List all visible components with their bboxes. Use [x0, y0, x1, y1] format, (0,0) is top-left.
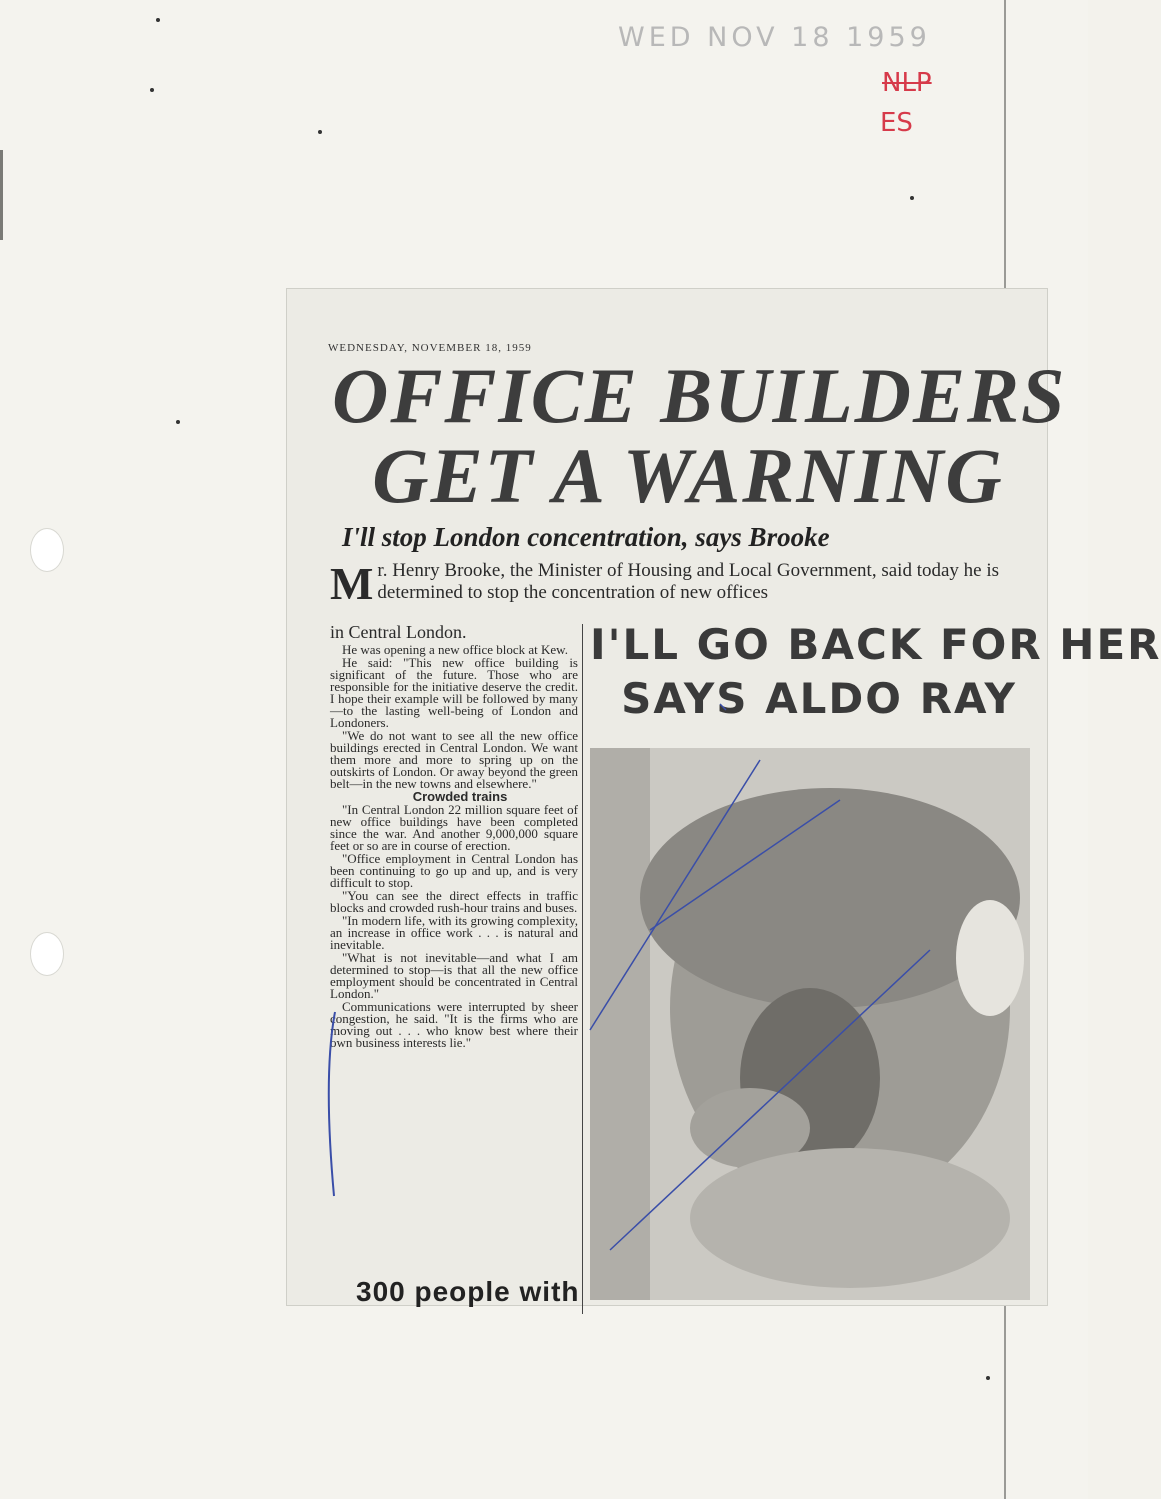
article-paragraph: "We do not want to see all the new office buildings erected in Central London. We want them more and more to spring up on the outskirts of London. Or away beyond the green belt—in the new towns and elsewhere." [330, 728, 578, 791]
subheadline: I'll stop London concentration, says Brooke [342, 522, 830, 552]
news-photo [590, 748, 1030, 1300]
page-edge-left [0, 150, 3, 240]
article-paragraph: "Office employment in Central London has been continuing to go up and up, and is very difficult to stop. [330, 851, 578, 890]
lead-paragraph [330, 558, 1046, 609]
article-paragraph: He said: "This new office building is significant of the future. Those who are responsible for the initiative deserve the credit. I hope their example will be followed by many—to the lasting well-being of London and Londoners. [330, 655, 578, 730]
punch-hole [30, 932, 64, 976]
handwritten-code: ES [880, 108, 913, 138]
lead-text: r. Henry Brooke, the Minister of Housing and Local Government, said today he is determined to stop the concentration of new offices [377, 560, 1000, 603]
speck [150, 88, 154, 92]
article-paragraph: "In modern life, with its growing complexity, an increase in office work . . . is natural and inevitable. [330, 913, 578, 952]
article-paragraph: "You can see the direct effects in traffic blocks and crowded rush-hour trains and buses. [330, 888, 578, 915]
portrait-sketch [590, 748, 1030, 1300]
handwritten-date: WED NOV 18 1959 [618, 22, 931, 53]
main-headline [332, 352, 1067, 519]
article-column [330, 622, 578, 1050]
next-article-headline: 300 people with [356, 1276, 580, 1307]
speck [176, 420, 180, 424]
article-paragraph: "What is not inevitable—and what I am determined to stop—is that all the new office employment should be concentrated in Central London." [330, 950, 578, 1001]
drop-cap: M [330, 558, 374, 609]
speck [986, 1376, 990, 1380]
headline-line: GET A WARNING [372, 432, 1004, 519]
aldo-ray-headline [590, 618, 1161, 726]
article-paragraph: "In Central London 22 million square feet of new office buildings have been completed since the war. And another 9,000,000 square feet or so are in course of erection. [330, 802, 578, 853]
speck [156, 18, 160, 22]
headline-line: OFFICE BUILDERS [332, 352, 1067, 439]
article-paragraph: He was opening a new office block at Kew. [342, 642, 568, 657]
headline-line: I'LL GO BACK FOR HER [590, 620, 1161, 669]
column-rule [582, 624, 583, 1314]
crosshead: Crowded trains [412, 789, 508, 804]
column-first-line: in Central London. [330, 622, 467, 642]
article-paragraph: Communications were interrupted by sheer congestion, he said. "It is the firms who are moving out . . . who know best where their own business interests lie." [330, 999, 578, 1050]
headline-line: SAYS ALDO RAY [621, 674, 1017, 723]
clipping-dateline: WEDNESDAY, NOVEMBER 18, 1959 [328, 342, 532, 354]
speck [318, 130, 322, 134]
speck [910, 196, 914, 200]
handwritten-code-crossed: NLP [882, 68, 932, 98]
punch-hole [30, 528, 64, 572]
